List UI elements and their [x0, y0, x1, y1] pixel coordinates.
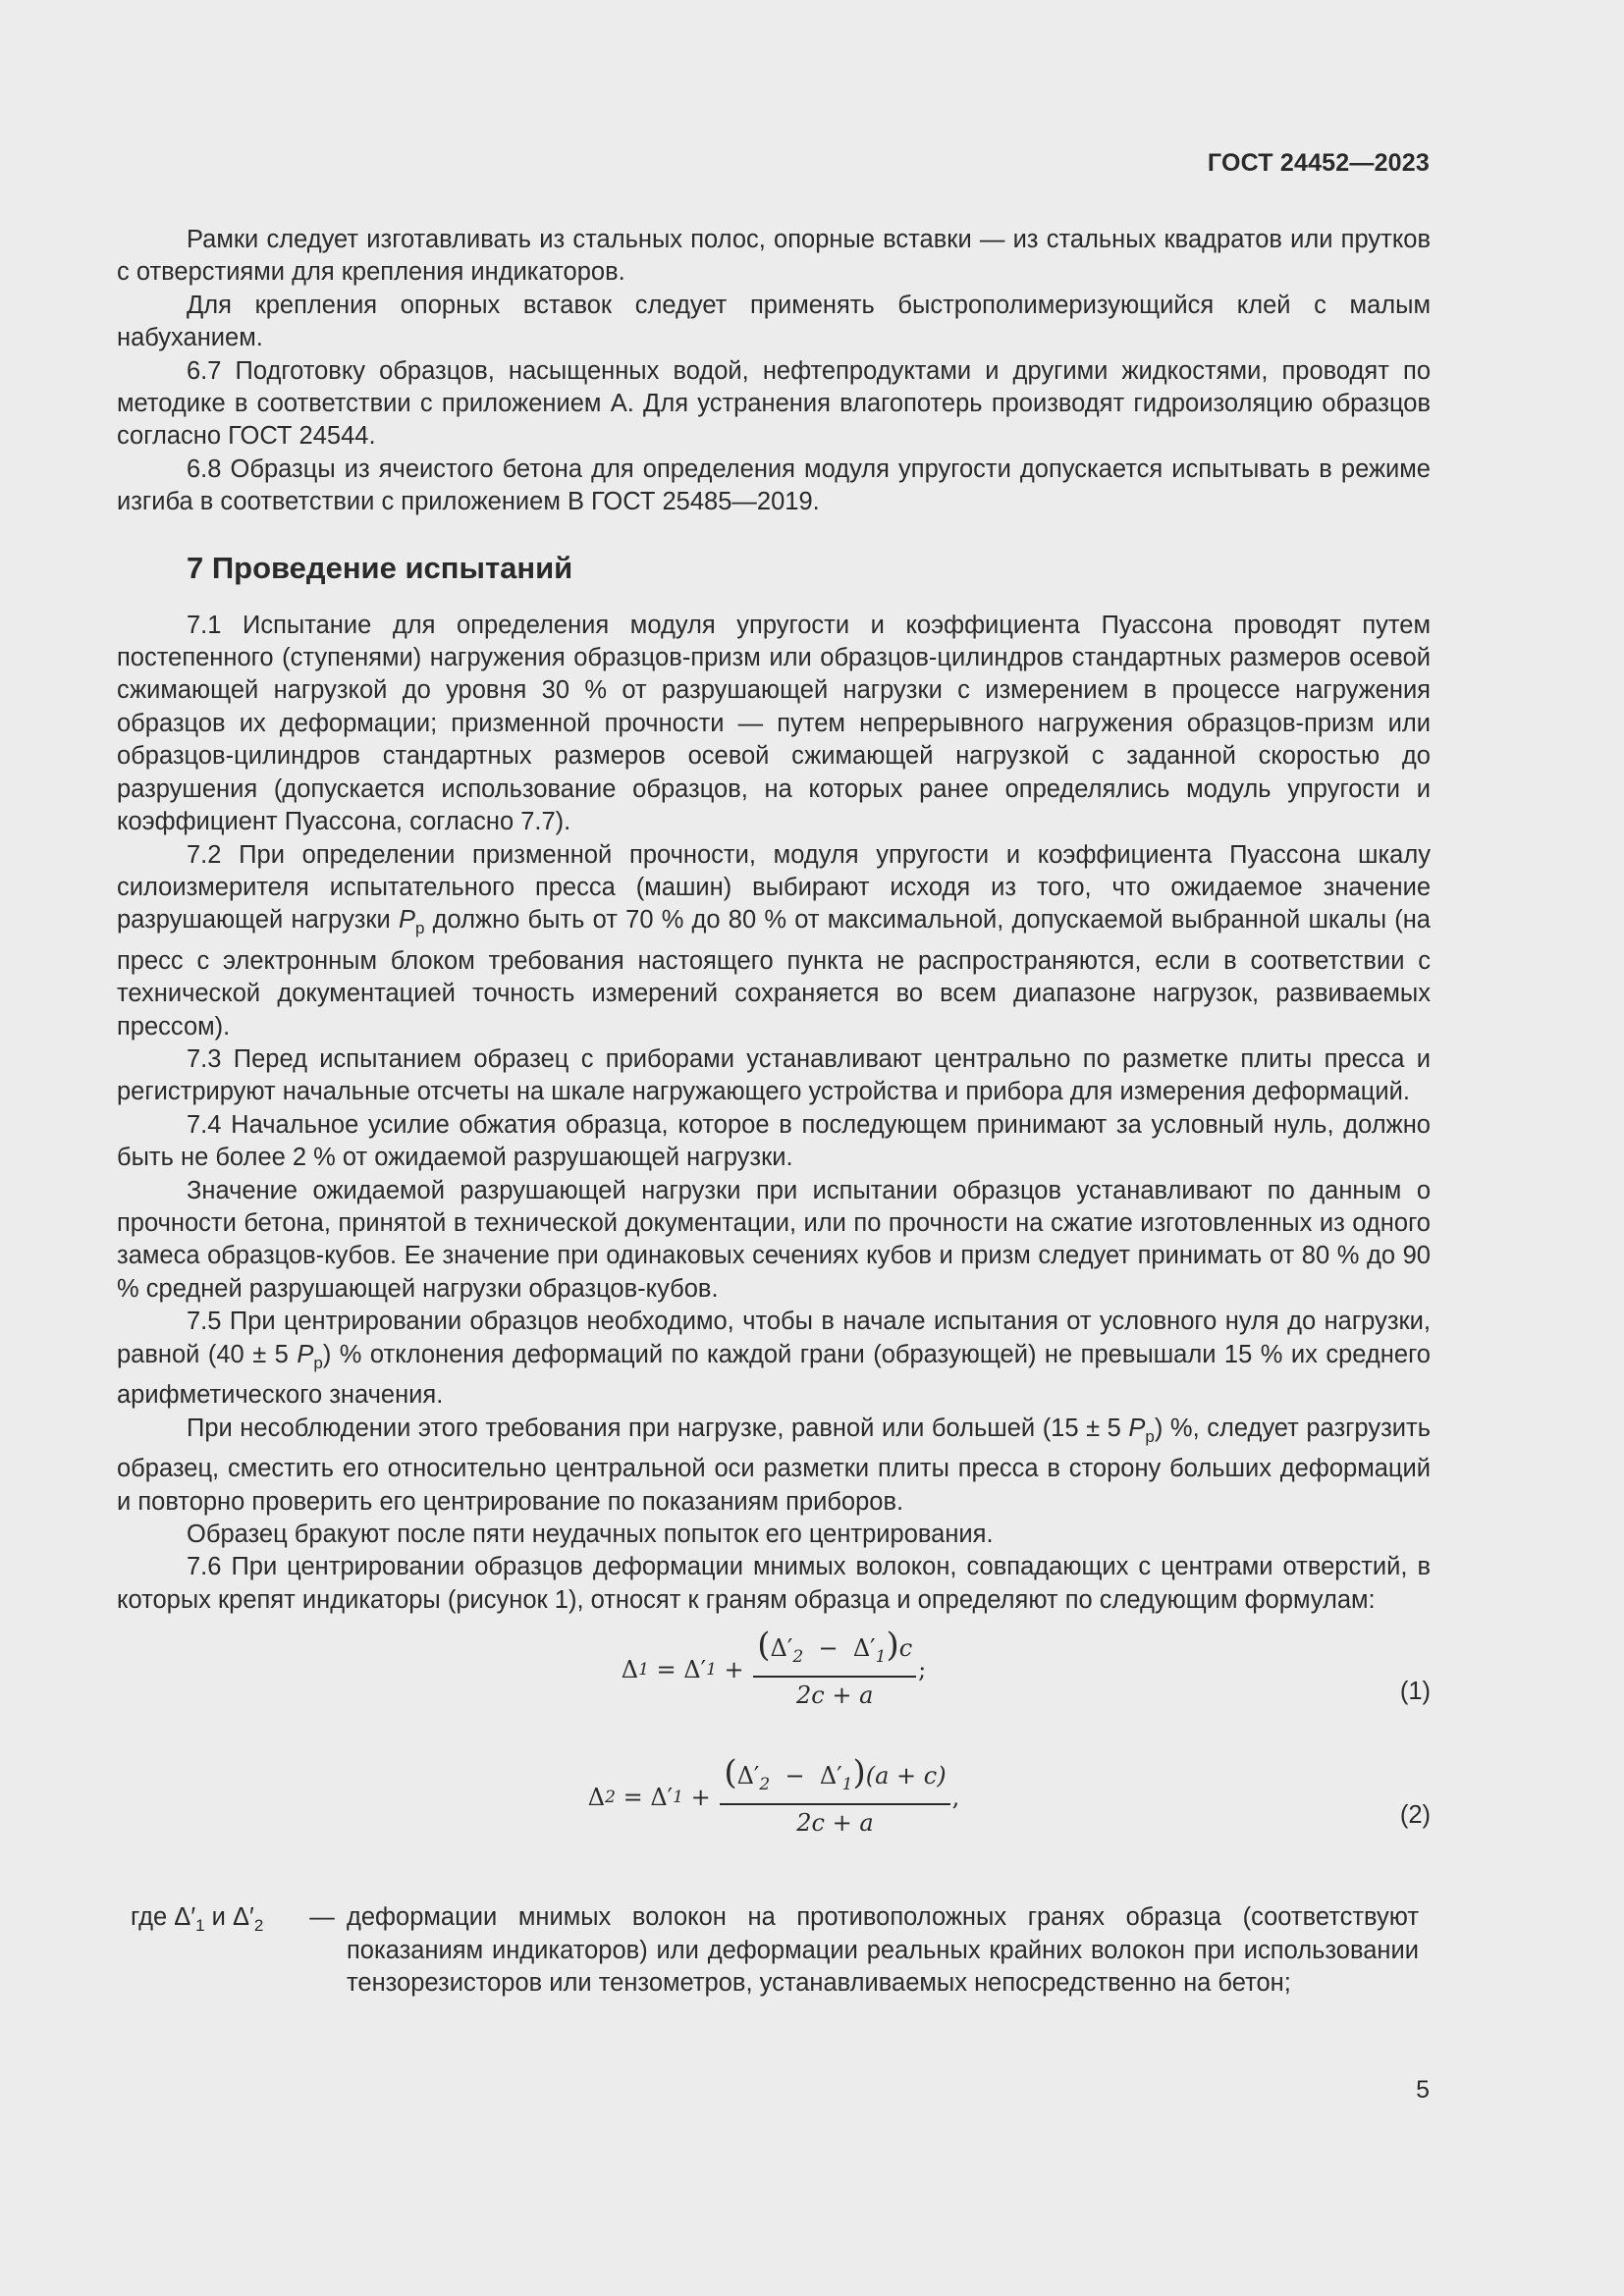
paragraph-7-2 — [117, 839, 1431, 1044]
where-symbols — [117, 1901, 298, 2000]
prime: ′ — [870, 1634, 876, 1663]
text-run: 7.2 При определении призменной прочности, модуля упругости и коэффициента Пуассона шкалу силоизмерителя испытательного пресса (машин) выбирают исходя из того, что ожидаемое значение разрушающей нагрузки — [117, 840, 1431, 934]
paragraph: Для крепления опорных вставок следует применять быстрополимеризующийся клей с малым набуханием. — [117, 291, 1431, 352]
page-number: 5 — [1416, 2076, 1430, 2104]
subscript: 2 — [253, 1916, 264, 1936]
subscript: 2 — [605, 1788, 616, 1808]
equation-number: (2) — [1399, 1801, 1431, 1830]
delta-symbol: Δ — [683, 1656, 701, 1684]
delta-symbol: Δ — [770, 1634, 787, 1663]
paragraph-6-7: 6.7 Подготовку образцов, насыщенных водой, нефтепродуктами и другими жидкостями, проводят по методике в соответствии с приложением А. Для устранения влагопотерь производят гидроизоляцию образцов согласно ГОСТ 24544. — [117, 356, 1431, 451]
delta-symbol: Δ — [650, 1784, 668, 1812]
formula-1: Δ 1 = Δ ′ 1 + $\frac{(\Delta'_2 - \Delta'_1)c}{2c + a}$ ; — [117, 1629, 1431, 1713]
paragraph-7-1: 7.1 Испытание для определения модуля упругости и коэффициента Пуассона проводят путем постепенного (ступенями) нагружения образцов-призм или образцов-цилиндров стандартных размеров осевой сжимающей нагрузкой до уровня 30 % от разрушающей нагрузки с измерением в процессе нагружения образцов их деформации; призменной прочности — путем непрерывного нагружения образцов-призм или образцов-цилиндров стандартных размеров осевой сжимающей нагрузкой с заданной скоростью до разрушения (допускается использование образцов, на которых ранее определялись модуль упругости и коэффициент Пуассона, согласно 7.7). — [117, 611, 1431, 836]
subscript: 2 — [792, 1646, 804, 1667]
paragraph: Значение ожидаемой разрушающей нагрузки при испытании образцов устанавливают по данным о прочности бетона, принятой в технической документации, или по прочности на сжатие изготовленных из одного замеса образцов-кубов. Ее значение при одинаковых сечениях кубов и призм следует принимать от 80 % до 90 % средней разрушающей нагрузки образцов-кубов. — [117, 1176, 1431, 1303]
formula-2-row — [117, 1753, 1431, 1882]
prime: ′ — [700, 1656, 707, 1684]
fraction-denominator: 2c + a — [796, 1809, 874, 1838]
text-run: 7.5 При центрировании образцов необходимо, чтобы в начале испытания от условного нуля до нагрузки, равной (40 ± 5 — [117, 1308, 1431, 1368]
delta-symbol: Δ — [819, 1762, 838, 1790]
delta-symbol: Δ — [587, 1784, 606, 1812]
paragraph-7-6: 7.6 При центрировании образцов деформации мнимых волокон, совпадающих с центрами отверстий, в которых крепят индикаторы (рисунок 1), относят к граням образца и определяют по следующим формулам: — [117, 1553, 1431, 1614]
prime: ′ — [837, 1762, 842, 1790]
prime: ′ — [786, 1634, 793, 1663]
subscript: 1 — [195, 1916, 205, 1936]
formula-punctuation: ; — [918, 1656, 927, 1684]
where-mid: и Δ′ — [204, 1903, 254, 1932]
formula-term: (a + c) — [865, 1762, 947, 1790]
equation-number: (1) — [1399, 1678, 1431, 1706]
subscript-p: p — [415, 919, 425, 938]
page-content — [117, 224, 1431, 2000]
text-run: При несоблюдении этого требования при нагрузке, равной или большей (15 ± 5 — [187, 1414, 1129, 1442]
paragraph — [117, 1413, 1431, 1519]
symbol-p: P — [398, 906, 415, 934]
where-definition: деформации мнимых волокон на противоположных гранях образца (соответствуют показаниям индикаторов) или деформации реальных крайних волокон при использовании тензорезисторов или тензометров, устанавливаемых непосредственно на бетон; — [347, 1903, 1419, 1997]
formula-variable: c — [898, 1634, 913, 1663]
document-id-header: ГОСТ 24452—2023 — [1207, 149, 1430, 177]
delta-symbol: Δ — [852, 1634, 871, 1663]
subscript-p: p — [313, 1353, 323, 1372]
formula-1-row — [117, 1626, 1431, 1756]
paragraph: Образец бракуют после пяти неудачных попыток его центрирования. — [187, 1520, 994, 1548]
paragraph: Рамки следует изготавливать из стальных полос, опорные вставки — из стальных квадратов или прутков с отверстиями для крепления индикаторов. — [117, 226, 1431, 287]
paragraph-7-3: 7.3 Перед испытанием образец с приборами устанавливают центрально по разметке плиты пресса и регистрируют начальные отсчеты на шкале нагружающего устройства и прибора для измерения деформаций. — [117, 1045, 1431, 1106]
delta-symbol: Δ — [736, 1762, 754, 1790]
paragraph-7-5 — [117, 1306, 1431, 1412]
prime: ′ — [667, 1784, 674, 1812]
prime: ′ — [753, 1762, 760, 1790]
text-run: ) %, следует разгрузить образец, сместить его относительно центральной оси разметки плиты пресса в сторону больших деформаций и повторно проверить его центрирование по показаниям приборов. — [117, 1414, 1431, 1516]
where-clause — [117, 1901, 1431, 2000]
subscript: 1 — [875, 1646, 887, 1667]
fraction-denominator: 2c + a — [796, 1682, 874, 1710]
fraction: $\frac{(\Delta'_2 - \Delta'_1)c}{2c + a}$ — [753, 1629, 916, 1713]
where-dash: — — [309, 1903, 335, 1932]
subscript: 1 — [673, 1788, 683, 1808]
subscript: 1 — [841, 1774, 853, 1794]
formula-punctuation: , — [951, 1784, 960, 1812]
paragraph-6-8: 6.8 Образцы из ячеистого бетона для определения модуля упругости допускается испытывать в режиме изгиба в соответствии с приложением В ГОСТ 25485—2019. — [117, 454, 1431, 516]
where-prefix: где Δ′ — [131, 1903, 196, 1932]
fraction: $\frac{(\Delta'_2 - \Delta'_1)(a + c)}{2c + a}$ — [720, 1756, 949, 1841]
text-run: ) % отклонения деформаций по каждой грани (образующей) не превышали 15 % их среднего арифметического значения. — [117, 1340, 1431, 1410]
paragraph-7-4: 7.4 Начальное усилие обжатия образца, которое в последующем принимают за условный нуль, должно быть не более 2 % от ожидаемой разрушающей нагрузки. — [117, 1110, 1431, 1172]
subscript-p: p — [1145, 1426, 1155, 1446]
subscript: 1 — [638, 1660, 649, 1681]
subscript: 1 — [706, 1660, 717, 1681]
section-title: 7 Проведение испытаний — [187, 550, 573, 585]
delta-symbol: Δ — [621, 1656, 639, 1684]
symbol-p: P — [1128, 1414, 1146, 1442]
text-run: должно быть от 70 % до 80 % от максимальной, допускаемой выбранной шкалы (на пресс с электронным блоком требования настоящего пункта не распространяются, если в соответствии с технической документацией точность измерений сохраняется во всем диапазоне нагрузок, развиваемых прессом). — [117, 906, 1431, 1041]
formula-2: Δ 2 = Δ ′ 1 + $\frac{(\Delta'_2 - \Delta'_1)(a + c)}{2c + a}$ , — [117, 1756, 1431, 1841]
symbol-p: P — [297, 1340, 314, 1368]
subscript: 2 — [759, 1774, 771, 1794]
